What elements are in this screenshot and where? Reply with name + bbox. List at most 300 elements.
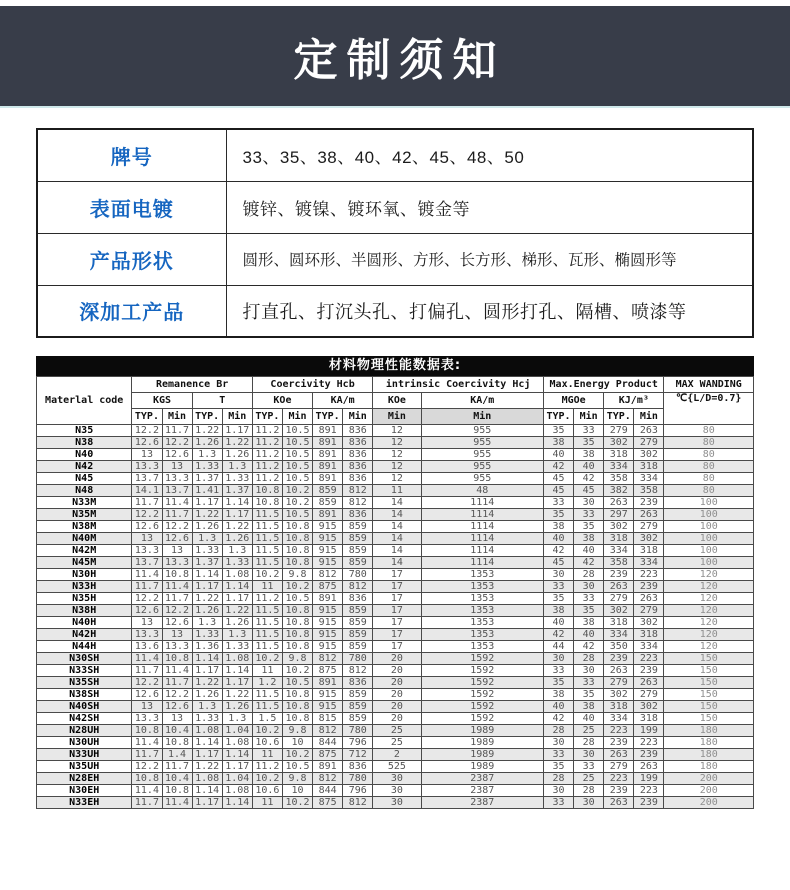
value-cell: 302 bbox=[604, 437, 634, 449]
value-cell: 11.4 bbox=[162, 581, 192, 593]
value-cell: 10.5 bbox=[282, 761, 312, 773]
value-cell: 812 bbox=[313, 569, 343, 581]
value-cell: 17 bbox=[373, 581, 421, 593]
value-cell: 915 bbox=[313, 557, 343, 569]
value-cell: 263 bbox=[604, 797, 634, 809]
value-cell: 263 bbox=[634, 593, 664, 605]
info-value: 镀锌、镀镍、镀环氧、镀金等 bbox=[226, 181, 753, 233]
value-cell: 12.2 bbox=[162, 437, 192, 449]
page-title: 定制须知 bbox=[293, 36, 506, 85]
col-typ: TYP. bbox=[604, 409, 634, 425]
value-cell: 12 bbox=[373, 473, 421, 485]
value-cell: 859 bbox=[313, 497, 343, 509]
value-cell: 915 bbox=[313, 689, 343, 701]
value-cell: 11.4 bbox=[132, 569, 162, 581]
value-cell: 13.3 bbox=[132, 629, 162, 641]
value-cell: 302 bbox=[604, 689, 634, 701]
value-cell: 11.2 bbox=[252, 461, 282, 473]
value-cell: 9.8 bbox=[282, 569, 312, 581]
material-spec-table bbox=[36, 376, 754, 809]
value-cell: 35 bbox=[574, 689, 604, 701]
value-cell: 891 bbox=[313, 761, 343, 773]
value-cell: 859 bbox=[313, 485, 343, 497]
value-cell: 10.2 bbox=[252, 725, 282, 737]
value-cell: 10.8 bbox=[282, 533, 312, 545]
value-cell: 11.2 bbox=[252, 593, 282, 605]
value-cell: 13.3 bbox=[132, 713, 162, 725]
value-cell: 525 bbox=[373, 761, 421, 773]
value-cell: 239 bbox=[604, 653, 634, 665]
value-cell: 40 bbox=[544, 449, 574, 461]
value-cell: 12.2 bbox=[162, 605, 192, 617]
value-cell: 223 bbox=[604, 773, 634, 785]
value-cell: 199 bbox=[634, 773, 664, 785]
value-cell: 28 bbox=[574, 785, 604, 797]
col-typ: TYP. bbox=[132, 409, 162, 425]
value-cell: 10.4 bbox=[162, 773, 192, 785]
value-cell: 38 bbox=[544, 689, 574, 701]
unit-kjm3: KJ/m³ bbox=[604, 393, 664, 409]
value-cell: 42 bbox=[544, 461, 574, 473]
value-cell: 30 bbox=[574, 581, 604, 593]
value-cell: 38 bbox=[544, 605, 574, 617]
value-cell: 263 bbox=[634, 677, 664, 689]
value-cell: 223 bbox=[634, 737, 664, 749]
value-cell: 796 bbox=[343, 737, 373, 749]
header-coercivity-hcb: Coercivity Hcb bbox=[252, 377, 372, 393]
value-cell: 263 bbox=[634, 425, 664, 437]
value-cell: 200 bbox=[664, 773, 754, 785]
value-cell: 48 bbox=[421, 485, 544, 497]
value-cell: 1.4 bbox=[162, 749, 192, 761]
value-cell: 875 bbox=[313, 797, 343, 809]
value-cell: 1.26 bbox=[192, 521, 222, 533]
value-cell: 10.8 bbox=[282, 521, 312, 533]
value-cell: 223 bbox=[634, 785, 664, 797]
material-spec-section bbox=[36, 356, 754, 809]
value-cell: 30 bbox=[544, 653, 574, 665]
col-typ: TYP. bbox=[252, 409, 282, 425]
value-cell: 1.17 bbox=[192, 749, 222, 761]
value-cell: 239 bbox=[634, 497, 664, 509]
value-cell: 10.4 bbox=[162, 725, 192, 737]
value-cell: 1592 bbox=[421, 701, 544, 713]
value-cell: 35 bbox=[574, 605, 604, 617]
info-value: 33、35、38、40、42、45、48、50 bbox=[226, 129, 753, 181]
value-cell: 812 bbox=[343, 665, 373, 677]
value-cell: 10.2 bbox=[252, 569, 282, 581]
value-cell: 45 bbox=[574, 485, 604, 497]
value-cell: 812 bbox=[343, 497, 373, 509]
value-cell: 891 bbox=[313, 509, 343, 521]
value-cell: 712 bbox=[343, 749, 373, 761]
value-cell: 859 bbox=[343, 605, 373, 617]
unit-kam-hcj: KA/m bbox=[421, 393, 544, 409]
value-cell: 1.3 bbox=[222, 629, 252, 641]
table-row bbox=[37, 593, 754, 605]
value-cell: 239 bbox=[634, 749, 664, 761]
table-row bbox=[37, 605, 754, 617]
material-code-cell: N28UH bbox=[37, 725, 132, 737]
value-cell: 10 bbox=[282, 737, 312, 749]
value-cell: 11.7 bbox=[162, 593, 192, 605]
value-cell: 12.6 bbox=[162, 449, 192, 461]
value-cell: 1114 bbox=[421, 557, 544, 569]
table-row bbox=[37, 629, 754, 641]
value-cell: 13 bbox=[162, 713, 192, 725]
value-cell: 1.22 bbox=[222, 521, 252, 533]
value-cell: 1.17 bbox=[222, 677, 252, 689]
value-cell: 120 bbox=[664, 593, 754, 605]
value-cell: 200 bbox=[664, 797, 754, 809]
material-code-cell: N35 bbox=[37, 425, 132, 437]
value-cell: 10.5 bbox=[282, 461, 312, 473]
value-cell: 1114 bbox=[421, 497, 544, 509]
value-cell: 1.3 bbox=[222, 461, 252, 473]
value-cell: 10.8 bbox=[282, 557, 312, 569]
value-cell: 1.22 bbox=[222, 689, 252, 701]
value-cell: 120 bbox=[664, 605, 754, 617]
value-cell: 1.36 bbox=[192, 641, 222, 653]
value-cell: 1.33 bbox=[222, 641, 252, 653]
value-cell: 38 bbox=[574, 617, 604, 629]
material-code-cell: N45M bbox=[37, 557, 132, 569]
header-coercivity-hcj: intrinsic Coercivity Hcj bbox=[373, 377, 544, 393]
table-row bbox=[37, 653, 754, 665]
value-cell: 80 bbox=[664, 449, 754, 461]
value-cell: 17 bbox=[373, 569, 421, 581]
value-cell: 25 bbox=[574, 773, 604, 785]
value-cell: 17 bbox=[373, 605, 421, 617]
value-cell: 13 bbox=[162, 461, 192, 473]
value-cell: 10.5 bbox=[282, 449, 312, 461]
table-row bbox=[37, 773, 754, 785]
value-cell: 279 bbox=[604, 593, 634, 605]
value-cell: 812 bbox=[313, 773, 343, 785]
value-cell: 44 bbox=[544, 641, 574, 653]
value-cell: 12 bbox=[373, 437, 421, 449]
value-cell: 1.14 bbox=[222, 581, 252, 593]
value-cell: 10.6 bbox=[252, 785, 282, 797]
table-row bbox=[37, 797, 754, 809]
value-cell: 42 bbox=[574, 473, 604, 485]
value-cell: 1.22 bbox=[222, 437, 252, 449]
value-cell: 10.8 bbox=[252, 497, 282, 509]
value-cell: 20 bbox=[373, 713, 421, 725]
value-cell: 1.17 bbox=[192, 797, 222, 809]
value-cell: 239 bbox=[604, 785, 634, 797]
value-cell: 1.37 bbox=[222, 485, 252, 497]
value-cell: 40 bbox=[544, 533, 574, 545]
value-cell: 80 bbox=[664, 461, 754, 473]
value-cell: 42 bbox=[544, 713, 574, 725]
value-cell: 45 bbox=[544, 485, 574, 497]
table-row bbox=[37, 485, 754, 497]
value-cell: 11.2 bbox=[252, 473, 282, 485]
table-row bbox=[37, 581, 754, 593]
value-cell: 1.33 bbox=[192, 713, 222, 725]
value-cell: 28 bbox=[574, 569, 604, 581]
value-cell: 9.8 bbox=[282, 725, 312, 737]
table-row bbox=[37, 713, 754, 725]
table-row bbox=[37, 497, 754, 509]
value-cell: 223 bbox=[634, 653, 664, 665]
value-cell: 836 bbox=[343, 509, 373, 521]
col-min: Min bbox=[162, 409, 192, 425]
value-cell: 239 bbox=[634, 665, 664, 677]
value-cell: 10.6 bbox=[252, 737, 282, 749]
value-cell: 40 bbox=[574, 629, 604, 641]
value-cell: 12.6 bbox=[132, 605, 162, 617]
value-cell: 11.7 bbox=[132, 665, 162, 677]
value-cell: 318 bbox=[634, 629, 664, 641]
value-cell: 10.8 bbox=[282, 545, 312, 557]
value-cell: 150 bbox=[664, 665, 754, 677]
value-cell: 10 bbox=[282, 785, 312, 797]
value-cell: 780 bbox=[343, 653, 373, 665]
value-cell: 28 bbox=[544, 773, 574, 785]
table-row bbox=[37, 737, 754, 749]
value-cell: 891 bbox=[313, 425, 343, 437]
value-cell: 1.08 bbox=[222, 785, 252, 797]
value-cell: 28 bbox=[574, 737, 604, 749]
value-cell: 1114 bbox=[421, 509, 544, 521]
value-cell: 33 bbox=[574, 761, 604, 773]
value-cell: 836 bbox=[343, 593, 373, 605]
value-cell: 318 bbox=[634, 545, 664, 557]
value-cell: 11 bbox=[252, 749, 282, 761]
value-cell: 1.14 bbox=[222, 497, 252, 509]
value-cell: 14.1 bbox=[132, 485, 162, 497]
value-cell: 17 bbox=[373, 617, 421, 629]
unit-temperature: ℃{L/D=0.7} bbox=[664, 393, 754, 425]
value-cell: 30 bbox=[574, 797, 604, 809]
value-cell: 279 bbox=[634, 605, 664, 617]
material-code-cell: N35SH bbox=[37, 677, 132, 689]
value-cell: 10.5 bbox=[282, 593, 312, 605]
value-cell: 955 bbox=[421, 437, 544, 449]
value-cell: 223 bbox=[604, 725, 634, 737]
material-code-cell: N40SH bbox=[37, 701, 132, 713]
value-cell: 199 bbox=[634, 725, 664, 737]
value-cell: 1.22 bbox=[192, 509, 222, 521]
info-label: 深加工产品 bbox=[37, 285, 226, 337]
value-cell: 17 bbox=[373, 641, 421, 653]
value-cell: 11.7 bbox=[132, 497, 162, 509]
value-cell: 1.17 bbox=[192, 581, 222, 593]
value-cell: 120 bbox=[664, 641, 754, 653]
value-cell: 33 bbox=[544, 665, 574, 677]
value-cell: 10.2 bbox=[282, 749, 312, 761]
value-cell: 263 bbox=[604, 665, 634, 677]
value-cell: 891 bbox=[313, 677, 343, 689]
value-cell: 30 bbox=[373, 773, 421, 785]
col-min: Min bbox=[373, 409, 421, 425]
material-code-cell: N30SH bbox=[37, 653, 132, 665]
value-cell: 891 bbox=[313, 473, 343, 485]
value-cell: 11 bbox=[252, 797, 282, 809]
table-row bbox=[37, 449, 754, 461]
value-cell: 836 bbox=[343, 425, 373, 437]
value-cell: 279 bbox=[604, 677, 634, 689]
table-row bbox=[37, 569, 754, 581]
value-cell: 10.5 bbox=[282, 677, 312, 689]
material-code-cell: N33M bbox=[37, 497, 132, 509]
value-cell: 1114 bbox=[421, 533, 544, 545]
value-cell: 915 bbox=[313, 521, 343, 533]
table-row bbox=[37, 617, 754, 629]
value-cell: 11.4 bbox=[162, 665, 192, 677]
material-code-cell: N48 bbox=[37, 485, 132, 497]
value-cell: 1353 bbox=[421, 605, 544, 617]
value-cell: 263 bbox=[604, 497, 634, 509]
value-cell: 12.2 bbox=[132, 677, 162, 689]
value-cell: 10.2 bbox=[282, 665, 312, 677]
value-cell: 1.3 bbox=[222, 713, 252, 725]
value-cell: 10.2 bbox=[282, 797, 312, 809]
value-cell: 10.5 bbox=[282, 437, 312, 449]
value-cell: 28 bbox=[574, 653, 604, 665]
value-cell: 12.2 bbox=[132, 425, 162, 437]
value-cell: 859 bbox=[343, 629, 373, 641]
value-cell: 30 bbox=[373, 785, 421, 797]
spec-table-body bbox=[37, 425, 754, 809]
value-cell: 1.17 bbox=[222, 425, 252, 437]
table-row bbox=[37, 509, 754, 521]
value-cell: 263 bbox=[604, 749, 634, 761]
value-cell: 40 bbox=[574, 461, 604, 473]
info-label: 牌号 bbox=[37, 129, 226, 181]
value-cell: 10.8 bbox=[282, 629, 312, 641]
table-row bbox=[37, 545, 754, 557]
value-cell: 11.5 bbox=[252, 533, 282, 545]
value-cell: 875 bbox=[313, 749, 343, 761]
value-cell: 859 bbox=[343, 521, 373, 533]
value-cell: 223 bbox=[634, 569, 664, 581]
value-cell: 12.2 bbox=[162, 521, 192, 533]
value-cell: 318 bbox=[604, 701, 634, 713]
value-cell: 334 bbox=[634, 641, 664, 653]
material-code-cell: N40 bbox=[37, 449, 132, 461]
value-cell: 836 bbox=[343, 461, 373, 473]
info-label: 表面电镀 bbox=[37, 181, 226, 233]
table-row bbox=[37, 761, 754, 773]
value-cell: 11.7 bbox=[132, 581, 162, 593]
value-cell: 80 bbox=[664, 485, 754, 497]
value-cell: 334 bbox=[604, 713, 634, 725]
value-cell: 10.2 bbox=[252, 653, 282, 665]
material-code-cell: N30H bbox=[37, 569, 132, 581]
material-code-cell: N40H bbox=[37, 617, 132, 629]
value-cell: 297 bbox=[604, 509, 634, 521]
info-row-processing bbox=[37, 285, 753, 337]
value-cell: 38 bbox=[574, 701, 604, 713]
value-cell: 1592 bbox=[421, 713, 544, 725]
table-row bbox=[37, 461, 754, 473]
value-cell: 11 bbox=[252, 581, 282, 593]
value-cell: 1.14 bbox=[192, 785, 222, 797]
material-code-cell: N35M bbox=[37, 509, 132, 521]
unit-t: T bbox=[192, 393, 252, 409]
value-cell: 955 bbox=[421, 449, 544, 461]
value-cell: 11.7 bbox=[162, 677, 192, 689]
value-cell: 33 bbox=[544, 797, 574, 809]
value-cell: 14 bbox=[373, 557, 421, 569]
value-cell: 859 bbox=[343, 545, 373, 557]
value-cell: 2387 bbox=[421, 797, 544, 809]
value-cell: 30 bbox=[574, 497, 604, 509]
info-value: 打直孔、打沉头孔、打偏孔、圆形打孔、隔槽、喷漆等 bbox=[226, 285, 753, 337]
value-cell: 1.14 bbox=[222, 749, 252, 761]
value-cell: 9.8 bbox=[282, 653, 312, 665]
value-cell: 120 bbox=[664, 581, 754, 593]
header-group-row bbox=[37, 377, 754, 393]
value-cell: 836 bbox=[343, 449, 373, 461]
value-cell: 14 bbox=[373, 521, 421, 533]
table-row bbox=[37, 725, 754, 737]
value-cell: 1.17 bbox=[192, 665, 222, 677]
value-cell: 812 bbox=[343, 581, 373, 593]
material-code-cell: N44H bbox=[37, 641, 132, 653]
value-cell: 1989 bbox=[421, 737, 544, 749]
value-cell: 859 bbox=[343, 689, 373, 701]
value-cell: 38 bbox=[544, 521, 574, 533]
value-cell: 1353 bbox=[421, 593, 544, 605]
value-cell: 1.08 bbox=[222, 737, 252, 749]
value-cell: 33 bbox=[574, 509, 604, 521]
value-cell: 11.7 bbox=[132, 749, 162, 761]
value-cell: 891 bbox=[313, 437, 343, 449]
table-row bbox=[37, 425, 754, 437]
value-cell: 1.22 bbox=[192, 761, 222, 773]
value-cell: 1.3 bbox=[192, 533, 222, 545]
value-cell: 33 bbox=[574, 593, 604, 605]
value-cell: 1.04 bbox=[222, 773, 252, 785]
value-cell: 100 bbox=[664, 509, 754, 521]
value-cell: 1.26 bbox=[192, 689, 222, 701]
col-min: Min bbox=[282, 409, 312, 425]
value-cell: 1.33 bbox=[192, 545, 222, 557]
value-cell: 80 bbox=[664, 473, 754, 485]
value-cell: 1.26 bbox=[222, 449, 252, 461]
value-cell: 38 bbox=[574, 533, 604, 545]
value-cell: 915 bbox=[313, 701, 343, 713]
value-cell: 1.33 bbox=[192, 461, 222, 473]
info-row-grade bbox=[37, 129, 753, 181]
value-cell: 13.3 bbox=[162, 557, 192, 569]
material-code-cell: N42M bbox=[37, 545, 132, 557]
value-cell: 10.2 bbox=[282, 497, 312, 509]
table-row bbox=[37, 665, 754, 677]
page-header-banner bbox=[0, 6, 790, 108]
value-cell: 12.6 bbox=[162, 701, 192, 713]
value-cell: 1114 bbox=[421, 545, 544, 557]
value-cell: 780 bbox=[343, 773, 373, 785]
value-cell: 318 bbox=[604, 449, 634, 461]
value-cell: 812 bbox=[313, 653, 343, 665]
value-cell: 40 bbox=[574, 545, 604, 557]
value-cell: 35 bbox=[574, 437, 604, 449]
header-energy-product: Max.Energy Product bbox=[544, 377, 664, 393]
value-cell: 1989 bbox=[421, 725, 544, 737]
material-code-cell: N42SH bbox=[37, 713, 132, 725]
value-cell: 10.2 bbox=[282, 485, 312, 497]
value-cell: 1.33 bbox=[222, 557, 252, 569]
value-cell: 1.33 bbox=[192, 629, 222, 641]
value-cell: 859 bbox=[343, 713, 373, 725]
value-cell: 1.3 bbox=[222, 545, 252, 557]
value-cell: 33 bbox=[574, 677, 604, 689]
